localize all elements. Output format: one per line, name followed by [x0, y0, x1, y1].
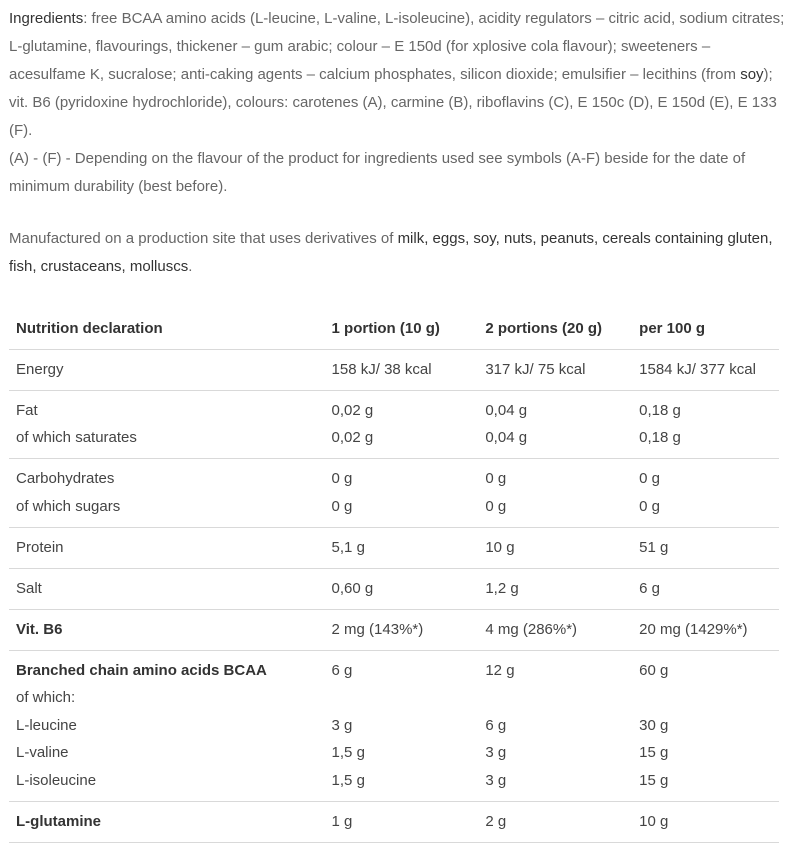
nutrition-row	[9, 527, 779, 568]
value-per-100g: 1584 kJ/ 377 kcal	[639, 360, 756, 378]
value-2-portions-cell	[478, 609, 632, 650]
value-2-portions-cell	[478, 568, 632, 609]
value-2-portions: 4 mg (286%*)	[485, 620, 578, 638]
nutrient-label: Protein	[16, 538, 64, 556]
nutrition-row	[9, 650, 779, 801]
nutrient-label: Vit. B6	[16, 620, 63, 638]
value-1-portion-cell	[325, 459, 479, 528]
nutrient-label: Branched chain amino acids BCAA	[16, 661, 267, 679]
value-2-portions: 317 kJ/ 75 kcal	[485, 360, 586, 378]
value-per-100g: 51 g	[639, 538, 669, 556]
allergen-suffix: .	[188, 258, 193, 275]
value-2-portions-cell	[478, 390, 632, 459]
value-2-portions-cell	[478, 459, 632, 528]
value-2-portions: 0 g	[485, 497, 507, 515]
value-2-portions: 0 g	[485, 470, 507, 487]
header-nutrition-declaration: Nutrition declaration	[16, 320, 163, 338]
value-1-portion: 1 g	[331, 812, 353, 830]
nutrient-label: L-isoleucine	[16, 771, 97, 789]
value-1-portion: 0,02 g	[331, 429, 374, 446]
value-1-portion: 2 mg (143%*)	[331, 620, 424, 638]
nutrition-row	[9, 459, 779, 528]
value-2-portions-cell	[478, 801, 632, 842]
nutrient-label: Energy	[16, 360, 64, 378]
flavour-note: (A) - (F) - Depending on the flavour of the product for ingredients used see symbols (A-F) beside for the date of minimum durability (best before).	[9, 150, 746, 195]
value-2-portions: 12 g	[485, 661, 515, 679]
value-1-portion-cell	[325, 390, 479, 459]
value-2-portions	[485, 688, 632, 716]
value-1-portion: 3 g	[331, 716, 353, 734]
value-1-portion: 0 g	[331, 497, 353, 515]
nutrient-label: of which:	[16, 689, 76, 706]
allergen-statement	[9, 225, 789, 281]
ingredients-paragraph	[9, 5, 789, 145]
header-per-100g: per 100 g	[639, 320, 706, 338]
value-per-100g-cell	[632, 459, 779, 528]
ingredients-text: : free BCAA amino acids (L-leucine, L-valine, L-isoleucine), acidity regulators – citric acid, sodium citrates; L-glutamine, flavourings, thickener – gum arabic; colour – E 150d (for xplosive cola flavour); sweeteners – acesulfame K, sucralose; anti-caking agents – calcium phosphates, silicon dioxide; emulsifier – lecithins (from	[9, 10, 785, 83]
value-per-100g-cell	[632, 801, 779, 842]
nutrient-label: of which saturates	[16, 429, 137, 446]
value-per-100g: 0 g	[639, 497, 661, 515]
value-per-100g: 0 g	[639, 470, 661, 487]
nutrition-row	[9, 609, 779, 650]
nutrient-label-cell	[9, 801, 325, 842]
value-1-portion: 6 g	[331, 661, 353, 679]
value-per-100g: 60 g	[639, 661, 669, 679]
value-per-100g: 10 g	[639, 812, 669, 830]
nutrient-label: Salt	[16, 579, 42, 597]
value-1-portion-cell	[325, 801, 479, 842]
value-2-portions-cell	[478, 650, 632, 801]
nutrient-label-cell	[9, 349, 325, 390]
nutrition-body	[9, 349, 779, 842]
nutrition-table	[9, 309, 779, 843]
nutrition-row	[9, 390, 779, 459]
value-2-portions-cell	[478, 349, 632, 390]
ingredients-soy-allergen: soy	[740, 66, 764, 83]
header-2-portions: 2 portions (20 g)	[485, 320, 603, 338]
value-1-portion: 0 g	[331, 470, 353, 487]
ingredients-text-end: ); vit. B6 (pyridoxine hydrochloride), colours: carotenes (A), carmine (B), riboflavins (C), E 150c (D), E 150d (E), E 133 (F).	[9, 66, 777, 139]
allergen-list: milk, eggs, soy, nuts, peanuts, cereals containing gluten, fish, crustaceans, molluscs	[9, 230, 773, 275]
ingredients-label: Ingredients	[9, 10, 84, 27]
nutrient-label: L-valine	[16, 744, 69, 761]
nutrient-label: Fat	[16, 401, 38, 419]
value-1-portion-cell	[325, 349, 479, 390]
value-2-portions: 2 g	[485, 812, 507, 830]
value-2-portions: 3 g	[485, 771, 507, 789]
value-per-100g: 30 g	[639, 716, 669, 734]
value-per-100g-cell	[632, 568, 779, 609]
value-1-portion: 1,5 g	[331, 744, 365, 761]
value-per-100g	[639, 688, 779, 716]
value-1-portion-cell	[325, 650, 479, 801]
nutrient-label-cell	[9, 459, 325, 528]
value-2-portions-cell	[478, 527, 632, 568]
value-2-portions: 10 g	[485, 538, 515, 556]
value-per-100g: 0,18 g	[639, 401, 681, 419]
nutrient-label-cell	[9, 527, 325, 568]
value-per-100g-cell	[632, 650, 779, 801]
value-per-100g-cell	[632, 390, 779, 459]
value-per-100g: 0,18 g	[639, 429, 681, 446]
nutrition-row	[9, 568, 779, 609]
value-1-portion: 5,1 g	[331, 538, 365, 556]
nutrient-label-cell	[9, 568, 325, 609]
value-1-portion: 0,02 g	[331, 401, 374, 419]
nutrition-row	[9, 801, 779, 842]
nutrient-label-cell	[9, 390, 325, 459]
value-1-portion: 1,5 g	[331, 771, 365, 789]
allergen-prefix: Manufactured on a production site that uses derivatives of	[9, 230, 398, 247]
nutrition-header-row	[9, 309, 779, 349]
value-per-100g-cell	[632, 609, 779, 650]
value-2-portions: 3 g	[485, 744, 507, 761]
value-1-portion-cell	[325, 609, 479, 650]
nutrient-label: L-glutamine	[16, 812, 101, 830]
value-1-portion-cell	[325, 527, 479, 568]
nutrient-label: Carbohydrates	[16, 470, 115, 487]
nutrient-label-cell	[9, 650, 325, 801]
value-2-portions: 0,04 g	[485, 429, 528, 446]
nutrient-label: of which sugars	[16, 497, 121, 515]
value-2-portions: 6 g	[485, 716, 507, 734]
value-per-100g: 15 g	[639, 771, 669, 789]
value-1-portion	[332, 688, 479, 716]
value-2-portions: 0,04 g	[485, 401, 528, 419]
value-1-portion: 158 kJ/ 38 kcal	[331, 360, 432, 378]
value-per-100g: 20 mg (1429%*)	[639, 620, 748, 638]
value-per-100g: 15 g	[639, 744, 669, 761]
nutrient-label-cell	[9, 609, 325, 650]
nutrition-row	[9, 349, 779, 390]
value-2-portions: 1,2 g	[485, 579, 519, 597]
value-per-100g-cell	[632, 527, 779, 568]
value-per-100g-cell	[632, 349, 779, 390]
value-1-portion: 0,60 g	[331, 579, 374, 597]
header-1-portion: 1 portion (10 g)	[331, 320, 440, 338]
value-1-portion-cell	[325, 568, 479, 609]
value-per-100g: 6 g	[639, 579, 661, 597]
nutrient-label: L-leucine	[16, 716, 77, 734]
